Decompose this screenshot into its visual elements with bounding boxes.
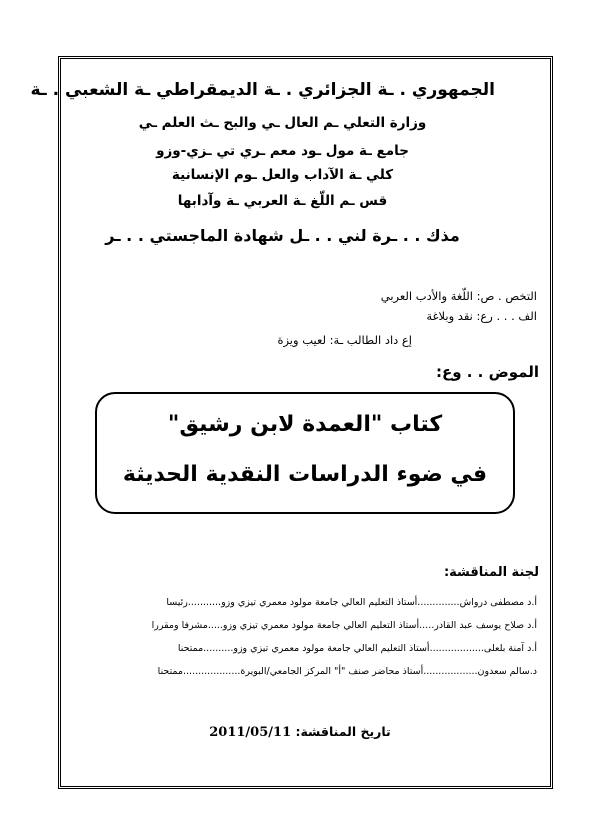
thesis-title-box [95, 392, 515, 514]
committee-label: لجنة المناقشة: [443, 565, 539, 580]
committee-member: أ.د مصطفى درواش..............أستاذ التعليم العالي جامعة مولود معمري تيزي وزو...........رئيسا [166, 597, 537, 608]
discussion-date-label: تاريخ المناقشة: [295, 724, 391, 739]
student-field: إع داد الطالب ـة: لعيب ويزة [277, 333, 412, 347]
university-heading: جامع ـة مول ـود معم ـري تي ـزي-وزو [156, 143, 409, 159]
faculty-heading: كلي ـة الآداب والعل ـوم الإنسانية [171, 167, 394, 183]
discussion-date-value: 2011/05/11 [209, 725, 292, 740]
branch-field: الف . . . رع: نقد وبلاغة [426, 309, 537, 323]
discussion-date [200, 724, 400, 740]
committee-member: د.سالم سعدون..................أستاذ محاضر صنف "أ" المركز الجامعي/البويرة...................ممتحنا [157, 666, 537, 677]
republic-heading: الجمهوري . ـة الجزائري . ـة الديمقراطي ـة الشعبي . ـة [30, 80, 495, 100]
ministry-heading: وزارة التعلي ـم العال ـي والبح ـث العلم ـي [138, 115, 427, 131]
subject-label: الموض . . وع: [435, 363, 539, 381]
thesis-title-line2: في ضوء الدراسات النقدية الحديثة [122, 462, 488, 487]
memo-heading: مذك . . ـرة لني . . ـل شهادة الماجستي . . ـر [105, 226, 460, 245]
department-heading: قس ـم اللّغ ـة العربي ـة وآدابها [177, 193, 388, 209]
specialty-field: التخص . ص: اللّغة والأدب العربي [380, 289, 537, 303]
committee-member: أ.د صلاح يوسف عبد القادر.....أستاذ التعليم العالي جامعة مولود معمري تيزي وزو.....مشرفا ومقررا [151, 620, 537, 631]
thesis-title-line1: كتاب "العمدة لابن رشيق" [167, 412, 443, 437]
committee-member: أ.د آمنة بلعلى..................أستاذ التعليم العالي جامعة مولود معمري تيزي وزو..........ممتحنا [177, 643, 537, 654]
